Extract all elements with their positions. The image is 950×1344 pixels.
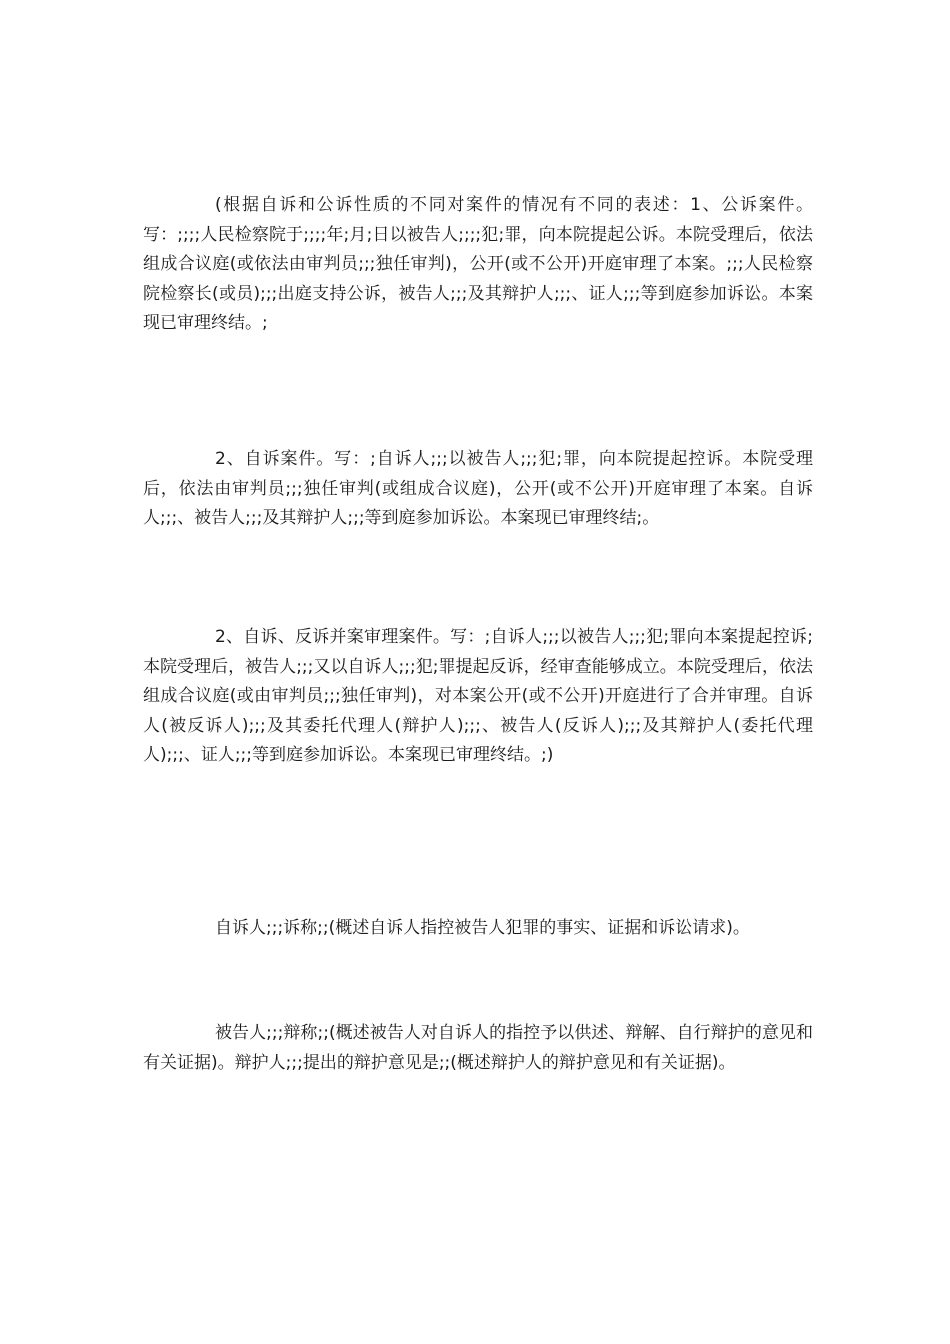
- paragraph-case-types-intro: (根据自诉和公诉性质的不同对案件的情况有不同的表述：1、公诉案件。写：;;;;人民检察院于;;;;年;月;日以被告人;;;;犯;罪，向本院提起公诉。本院受理后，依法组成合议庭(或依法由审判员;;;独任审判)，公开(或不公开)开庭审理了本案。;;;人民检察院检察长(或员);;;出庭支持公诉，被告人;;;及其辩护人;;;、证人;;;等到庭参加诉讼。本案现已审理终结。;: [143, 195, 813, 333]
- paragraph-defendant-defense: 被告人;;;辩称;;(概述被告人对自诉人的指控予以供述、辩解、自行辩护的意见和有关证据)。辩护人;;;提出的辩护意见是;;(概述辩护人的辩护意见和有关证据)。: [143, 1023, 813, 1073]
- paragraph-counterclaim-case: 2、自诉、反诉并案审理案件。写：;自诉人;;;以被告人;;;犯;罪向本案提起控诉;本院受理后，被告人;;;又以自诉人;;;犯;罪提起反诉，经审查能够成立。本院受理后，依法组成合议庭(或由审判员;;;独任审判)，对本案公开(或不公开)开庭进行了合并审理。自诉人(被反诉人);;;及其委托代理人(辩护人);;;、被告人(反诉人);;;及其辩护人(委托代理人);;;、证人;;;等到庭参加诉讼。本案现已审理终结。;): [143, 627, 813, 765]
- paragraph-private-prosecution: 2、自诉案件。写：;自诉人;;;以被告人;;;犯;罪，向本院提起控诉。本院受理后，依法由审判员;;;独任审判(或组成合议庭)，公开(或不公开)开庭审理了本案。自诉人;;;、被告人;;;及其辩护人;;;等到庭参加诉讼。本案现已审理终结;。: [143, 449, 813, 528]
- paragraph-plaintiff-claims: 自诉人;;;诉称;;(概述自诉人指控被告人犯罪的事实、证据和诉讼请求)。: [215, 918, 750, 938]
